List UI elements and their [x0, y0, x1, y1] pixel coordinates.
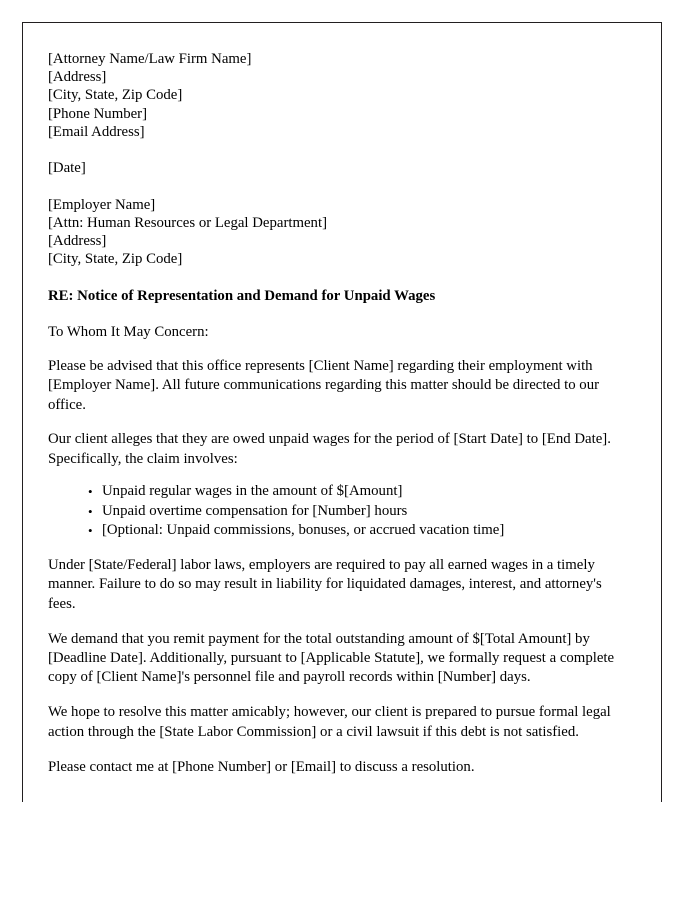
letterhead-line-firm: [Attorney Name/Law Firm Name] [48, 51, 252, 67]
recipient-line-address: [Address] [48, 233, 107, 249]
recipient-line-city-state-zip: [City, State, Zip Code] [48, 251, 183, 268]
letterhead-line-address: [Address] [48, 69, 107, 86]
letterhead-line-email: [Email Address] [48, 123, 145, 140]
spacer-before-list [48, 469, 629, 482]
list-item: • Unpaid regular wages in the amount of $[Amount] [88, 482, 648, 501]
recipient-block [48, 196, 629, 269]
letter-content [23, 23, 661, 777]
spacer-after-subject [48, 305, 629, 323]
body-paragraph-contact: Please contact me at [Phone Number] or [Email] to discuss a resolution. [48, 758, 475, 775]
letter-page [22, 22, 662, 802]
claim-items-list [48, 482, 648, 540]
recipient-line-attn: [Attn: Human Resources or Legal Department] [48, 214, 327, 231]
spacer-after-letterhead [48, 141, 629, 159]
letterhead-block [48, 50, 629, 141]
letter-date: [Date] [48, 160, 86, 177]
body-paragraph-labor-laws: Under [State/Federal] labor laws, employers are required to pay all earned wages in a timely manner. Failure to do so may result in liability for liquidated damages, interest, and attorney's fees. [48, 556, 602, 612]
body-paragraph-representation: Please be advised that this office represents [Client Name] regarding their employment with [Employer Name]. All future communications regarding this matter should be directed to our office. [48, 357, 600, 413]
spacer-paragraph-1 [48, 415, 629, 431]
salutation: To Whom It May Concern: [48, 323, 209, 340]
letterhead-line-city-state-zip: [City, State, Zip Code] [48, 87, 183, 104]
body-paragraph-demand: We demand that you remit payment for the total outstanding amount of $[Total Amount] by [Deadline Date]. Additionally, pursuant to [Applicable Statute], we formally request a complete copy of [Client Name]'s personnel file and payroll records within [Number] days. [48, 630, 615, 686]
spacer-after-recipient [48, 268, 629, 286]
recipient-line-employer: [Employer Name] [48, 196, 156, 213]
spacer-after-date [48, 177, 629, 195]
list-item: • Unpaid overtime compensation for [Number] hours [88, 502, 648, 521]
body-paragraph-claim-period: Our client alleges that they are owed unpaid wages for the period of [Start Date] to [End Date]. Specifically, the claim involves: [48, 431, 611, 467]
subject-line: RE: Notice of Representation and Demand for Unpaid Wages [48, 287, 436, 304]
spacer-paragraph-5 [48, 742, 629, 758]
list-item: • [Optional: Unpaid commissions, bonuses, or accrued vacation time] [88, 521, 648, 540]
body-paragraph-resolution: We hope to resolve this matter amicably; however, our client is prepared to pursue formal legal action through the [State Labor Commission] or a civil lawsuit if this debt is not satisfied. [48, 704, 611, 740]
spacer-paragraph-4 [48, 688, 629, 704]
spacer-after-list [48, 540, 629, 556]
spacer-after-salutation [48, 341, 629, 357]
letterhead-line-phone: [Phone Number] [48, 105, 148, 122]
spacer-paragraph-3 [48, 614, 629, 630]
